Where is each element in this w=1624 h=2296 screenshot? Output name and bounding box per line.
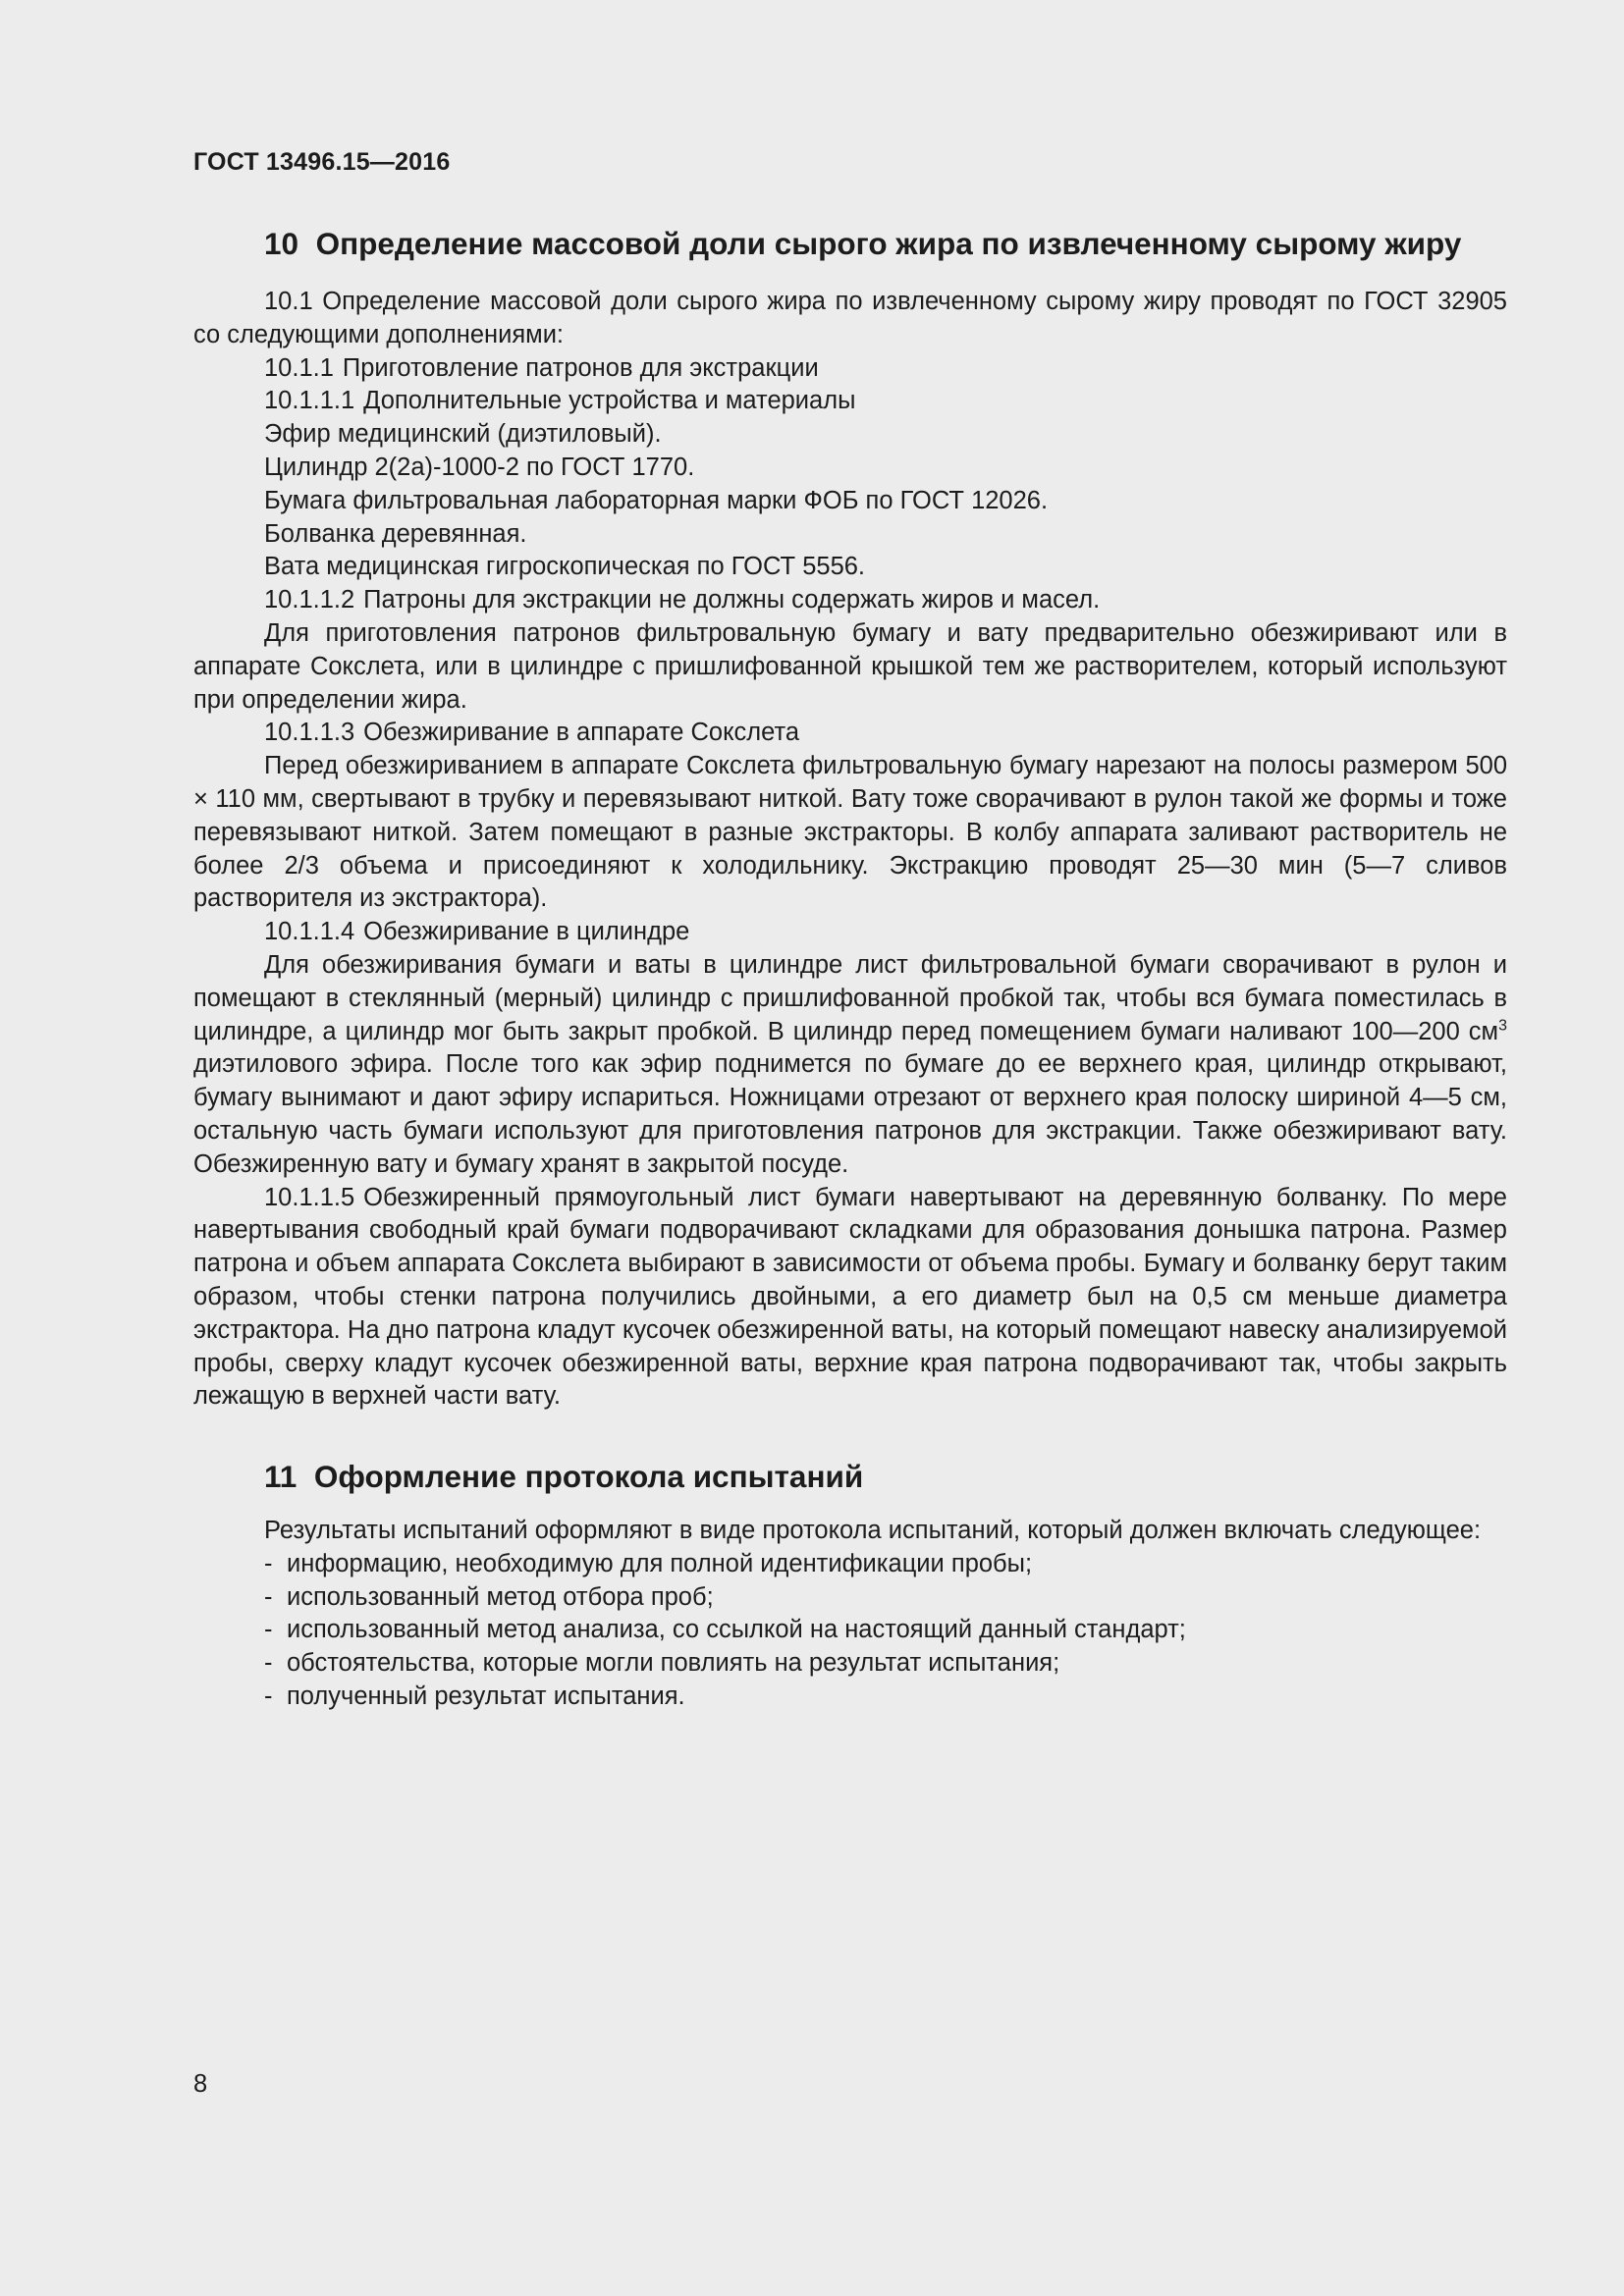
list-item — [264, 1681, 1507, 1714]
document-body — [193, 224, 1507, 1714]
dash-marker: - — [264, 1549, 273, 1577]
list-item-text: использованный метод анализа, со ссылкой на настоящий данный стандарт; — [287, 1616, 1186, 1644]
clause-10-1-1-5 — [193, 1182, 1507, 1415]
clause-10-1-1-4-heading — [193, 916, 1507, 949]
clause-number: 10.1.1.4 — [264, 918, 355, 946]
section-11-heading — [193, 1457, 1507, 1497]
clause-title: Обезжиривание в цилиндре — [363, 918, 690, 946]
clause-title: Приготовление патронов для экстракции — [342, 353, 819, 382]
document-page — [193, 0, 1507, 2296]
section-11-title: Оформление протокола испытаний — [313, 1459, 864, 1495]
paragraph-soxhlet: Перед обезжириванием в аппарате Сокслета фильтровальную бумагу нарезают на полосы размером 500 × 110 мм, свертывают в трубку и перевязывают ниткой. Вату тоже сворачивают в рулон такой же формы и тоже перевязывают ниткой. Затем помещают в разные экстракторы. В колбу аппарата заливают растворитель не более 2/3 объема и присоединяют к холодильнику. Экстракцию проводят 25—30 мин (5—7 сливов растворителя из экстрактора). — [193, 752, 1507, 913]
material-item: Эфир медицинский (диэтиловый). — [264, 420, 662, 449]
list-item — [264, 1548, 1507, 1581]
protocol-contents-list — [193, 1548, 1507, 1714]
clause-10-1-1-heading — [193, 352, 1507, 386]
material-item: Вата медицинская гигроскопическая по ГОСТ 5556. — [264, 553, 866, 581]
clause-number: 10.1.1.2 — [264, 586, 355, 614]
dash-marker: - — [264, 1582, 273, 1611]
page-number: 8 — [193, 2070, 208, 2098]
clause-title: Обезжиривание в аппарате Сокслета — [363, 719, 800, 747]
clause-number: 10.1.1.1 — [264, 387, 355, 415]
paragraph-cylinder-part1: Для обезжиривания бумаги и ваты в цилиндре лист фильтровальной бумаги сворачивают в рулон и помещают в стеклянный (мерный) цилиндр с пришлифованной пробкой так, чтобы вся бумага поместилась в цилиндре, а цилиндр мог быть закрыт пробкой. В цилиндр перед помещением бумаги наливают 100—200 см — [193, 950, 1507, 1045]
clause-10-1-1-1-heading — [193, 385, 1507, 418]
section-10-number: 10 — [264, 226, 299, 261]
clause-10-1-1-2 — [193, 584, 1507, 617]
clause-number: 10.1.1.3 — [264, 719, 355, 747]
clause-number: 10.1.1.5 — [264, 1183, 355, 1211]
list-item — [264, 1614, 1507, 1647]
list-item-text: обстоятельства, которые могли повлиять на результат испытания; — [287, 1649, 1060, 1678]
clause-10-1-1-3-heading — [193, 717, 1507, 750]
clause-title: Дополнительные устройства и материалы — [363, 387, 856, 415]
list-item — [264, 1647, 1507, 1681]
material-item: Цилиндр 2(2а)-1000-2 по ГОСТ 1770. — [264, 453, 695, 481]
section-11-number: 11 — [264, 1459, 298, 1495]
section-10-heading — [193, 224, 1507, 264]
material-item: Болванка деревянная. — [264, 519, 527, 548]
list-item-text: полученный результат испытания. — [287, 1682, 685, 1711]
dash-marker: - — [264, 1682, 273, 1711]
section-10-title: Определение массовой доли сырого жира по извлеченному сырому жиру — [315, 226, 1462, 261]
clause-number: 10.1.1 — [264, 353, 334, 382]
superscript-cubic: 3 — [1498, 1017, 1507, 1035]
clause-text: Обезжиренный прямоугольный лист бумаги навертывают на деревянную болванку. По мере навертывания свободный край бумаги подворачивают складками для образования донышка патрона. Размер патрона и объем аппарата Сокслета выбирают в зависимости от объема пробы. Бумагу и болванку берут таким образом, чтобы стенки патрона получились двойными, а его диаметр был на 0,5 см меньше диаметра экстрактора. На дно патрона кладут кусочек обезжиренной ваты, на который помещают навеску анализируемой пробы, сверху кладут кусочек обезжиренной ваты, верхние края патрона подворачивают так, чтобы закрыть лежащую в верхней части вату. — [193, 1183, 1507, 1411]
paragraph-cylinder — [193, 949, 1507, 1182]
clause-text: Патроны для экстракции не должны содержать жиров и масел. — [363, 586, 1101, 614]
material-item: Бумага фильтровальная лабораторная марки ФОБ по ГОСТ 12026. — [264, 486, 1049, 514]
list-item-text: использованный метод отбора проб; — [287, 1582, 714, 1611]
paragraph-degrease-intro: Для приготовления патронов фильтровальную бумагу и вату предварительно обезжиривают или в аппарате Сокслета, или в цилиндре с пришлифованной крышкой тем же растворителем, который используют при определении жира. — [193, 618, 1507, 714]
clause-10-1: 10.1 Определение массовой доли сырого жира по извлеченному сырому жиру проводят по ГОСТ 32905 со следующими дополнениями: — [193, 288, 1507, 348]
document-header: ГОСТ 13496.15—2016 — [193, 148, 451, 176]
section-11-intro: Результаты испытаний оформляют в виде протокола испытаний, который должен включать следующее: — [264, 1517, 1482, 1545]
dash-marker: - — [264, 1649, 273, 1678]
dash-marker: - — [264, 1616, 273, 1644]
list-item — [264, 1581, 1507, 1615]
list-item-text: информацию, необходимую для полной идентификации пробы; — [287, 1549, 1033, 1577]
paragraph-cylinder-part2: диэтилового эфира. После того как эфир поднимется по бумаге до ее верхнего края, цилиндр открывают, бумагу вынимают и дают эфиру испариться. Ножницами отрезают от верхнего края полоску шириной 4—5 см, остальную часть бумаги используют для приготовления патронов для экстракции. Также обезжиривают вату. Обезжиренную вату и бумагу хранят в закрытой посуде. — [193, 1050, 1507, 1178]
